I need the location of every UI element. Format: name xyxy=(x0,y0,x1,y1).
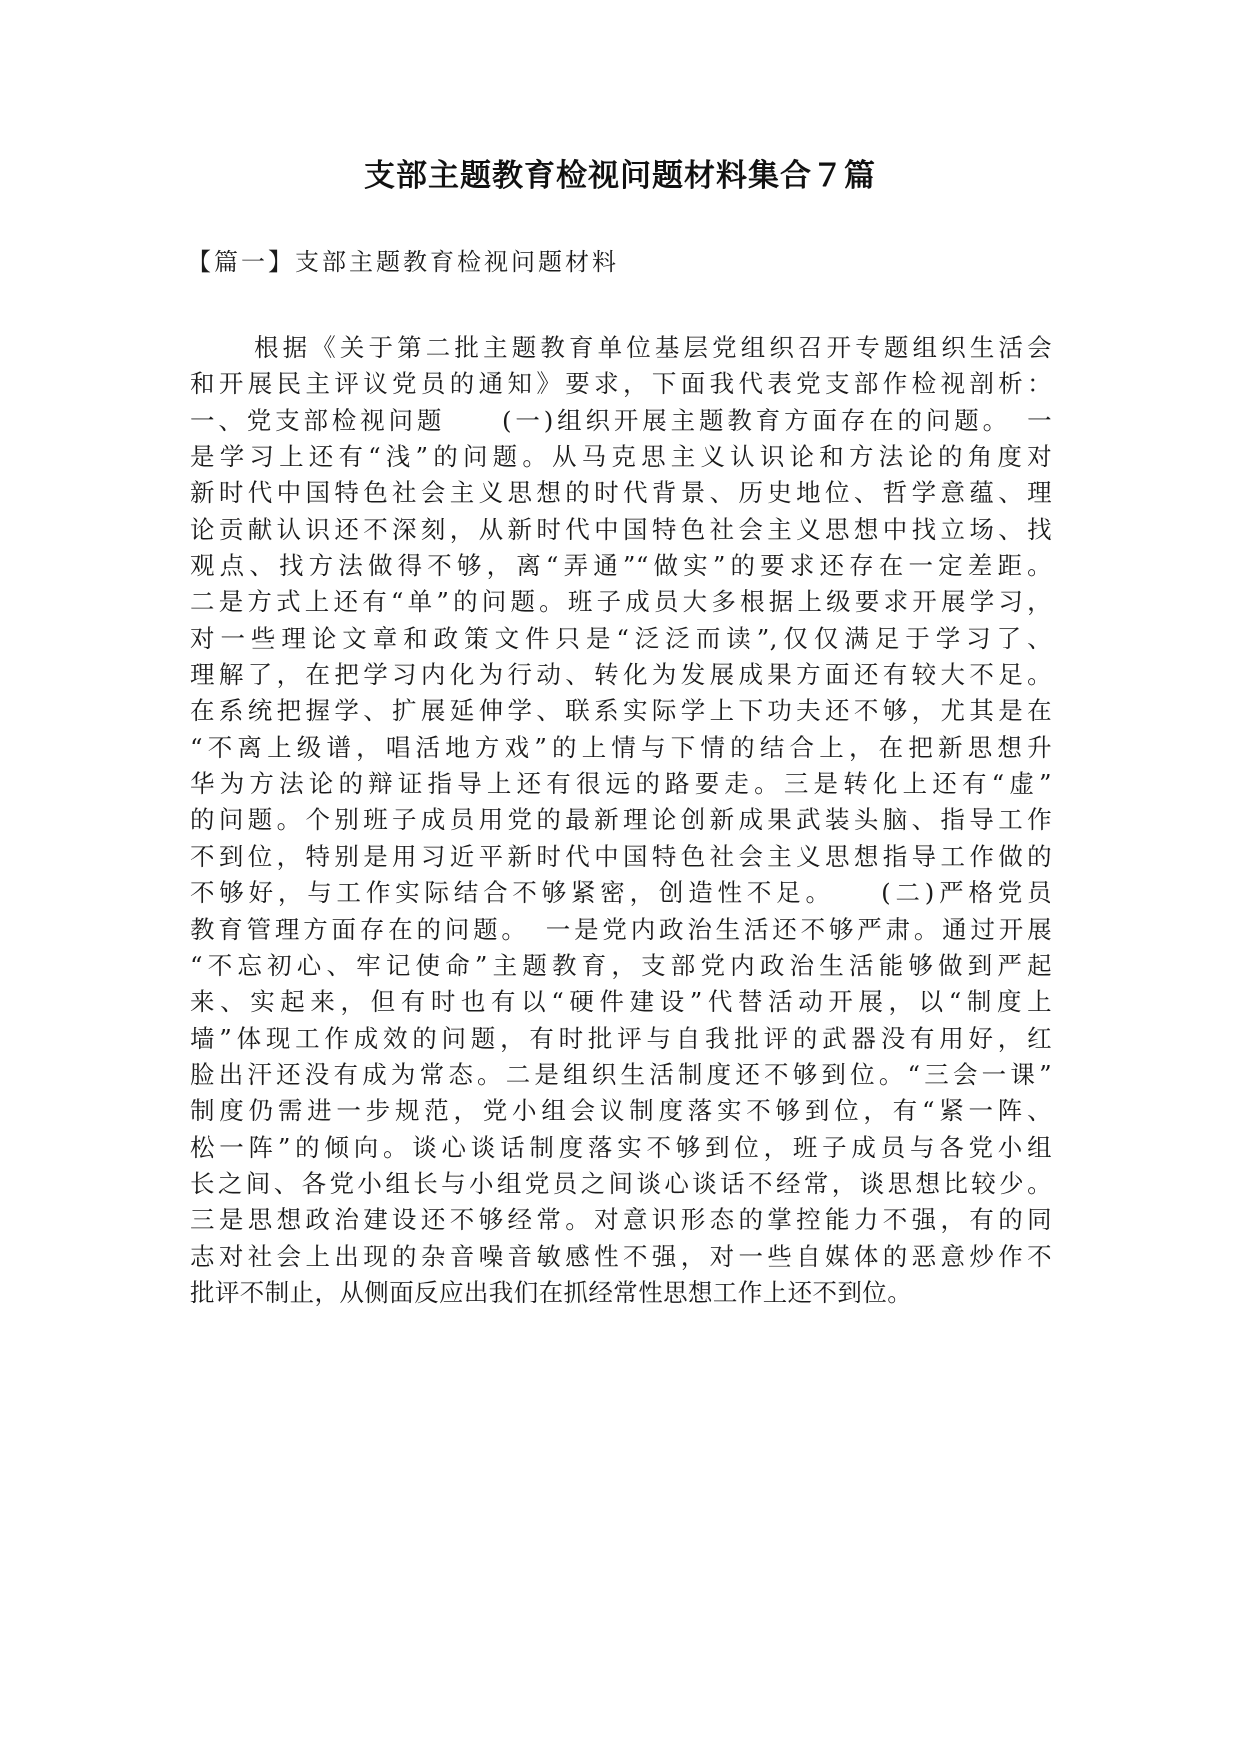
body-line: 的问题。个别班子成员用党的最新理论创新成果武装头脑、指导工作 xyxy=(190,805,1052,835)
body-line: “不离上级谱，唱活地方戏”的上情与下情的结合上，在把新思想升 xyxy=(190,732,1052,762)
body-line: 华为方法论的辩证指导上还有很远的路要走。三是转化上还有“虚” xyxy=(190,769,1052,799)
body-line: 和开展民主评议党员的通知》要求，下面我代表党支部作检视剖析： xyxy=(190,369,1052,399)
body-line: 理解了，在把学习内化为行动、转化为发展成果方面还有较大不足。 xyxy=(190,660,1052,690)
body-line: 教育管理方面存在的问题。 一是党内政治生活还不够严肃。通过开展 xyxy=(190,914,1052,944)
body-line: 来、实起来，但有时也有以“硬件建设”代替活动开展，以“制度上 xyxy=(190,987,1052,1017)
body-line: 在系统把握学、扩展延伸学、联系实际学上下功夫还不够，尤其是在 xyxy=(190,696,1052,726)
body-line: 论贡献认识还不深刻，从新时代中国特色社会主义思想中找立场、找 xyxy=(190,514,1052,544)
body-line: 对一些理论文章和政策文件只是“泛泛而读”,仅仅满足于学习了、 xyxy=(190,623,1052,653)
body-line: 一、党支部检视问题 (一)组织开展主题教育方面存在的问题。 一 xyxy=(190,405,1052,435)
body-line: 脸出汗还没有成为常态。二是组织生活制度还不够到位。“三会一课” xyxy=(190,1059,1052,1089)
body-line: 批评不制止，从侧面反应出我们在抓经常性思想工作上还不到位。 xyxy=(190,1277,913,1307)
body-line: 观点、找方法做得不够，离“弄通”“做实”的要求还存在一定差距。 xyxy=(190,551,1052,581)
section-heading: 【篇一】支部主题教育检视问题材料 xyxy=(187,248,619,276)
body-line: 墙”体现工作成效的问题，有时批评与自我批评的武器没有用好，红 xyxy=(190,1023,1052,1053)
body-line: 是学习上还有“浅”的问题。从马克思主义认识论和方法论的角度对 xyxy=(190,442,1052,472)
document-title: 支部主题教育检视问题材料集合７篇 xyxy=(364,158,876,194)
document-body xyxy=(190,330,1052,1311)
body-line: 不够好，与工作实际结合不够紧密，创造性不足。 (二)严格党员 xyxy=(190,878,1052,908)
body-line: 新时代中国特色社会主义思想的时代背景、历史地位、哲学意蕴、理 xyxy=(190,478,1052,508)
body-line: 三是思想政治建设还不够经常。对意识形态的掌控能力不强，有的同 xyxy=(190,1205,1052,1235)
body-line: 二是方式上还有“单”的问题。班子成员大多根据上级要求开展学习， xyxy=(190,587,1052,617)
body-line: 不到位，特别是用习近平新时代中国特色社会主义思想指导工作做的 xyxy=(190,841,1052,871)
body-line: 长之间、各党小组长与小组党员之间谈心谈话不经常，谈思想比较少。 xyxy=(190,1168,1052,1198)
body-line: 志对社会上出现的杂音噪音敏感性不强，对一些自媒体的恶意炒作不 xyxy=(190,1241,1052,1271)
body-line: 制度仍需进一步规范，党小组会议制度落实不够到位，有“紧一阵、 xyxy=(190,1096,1052,1126)
body-line: 根据《关于第二批主题教育单位基层党组织召开专题组织生活会 xyxy=(254,333,1052,362)
body-line: “不忘初心、牢记使命”主题教育，支部党内政治生活能够做到严起 xyxy=(190,950,1052,980)
body-line: 松一阵”的倾向。谈心谈话制度落实不够到位，班子成员与各党小组 xyxy=(190,1132,1052,1162)
